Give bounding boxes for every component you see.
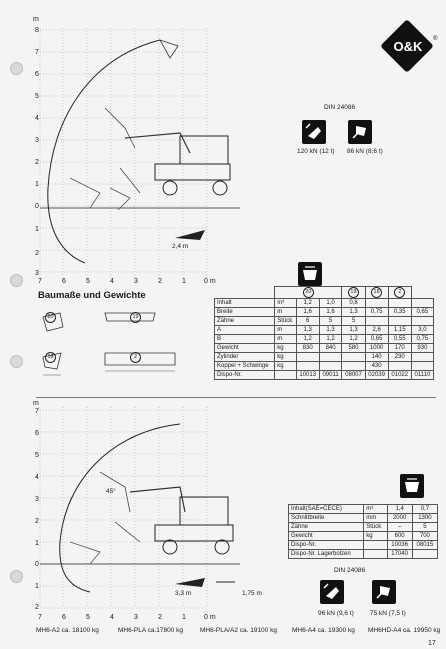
y-axis-unit: m	[33, 16, 39, 23]
table-cell: 1000	[365, 344, 388, 353]
tearout-force-icon	[372, 580, 396, 604]
table-cell: 5	[319, 317, 342, 326]
x-tick: 4	[110, 614, 114, 621]
drawing-label: 19	[130, 312, 141, 323]
y-tick: 3	[35, 137, 39, 144]
drawing-label: 2	[130, 352, 141, 363]
table-cell: 0,75	[365, 308, 388, 317]
table-cell: 140	[365, 353, 388, 362]
table-cell: 1,3	[342, 326, 365, 335]
model-weight: MH6-A2 ca. 18100 kg	[36, 627, 99, 634]
breakout-force-icon	[302, 120, 326, 144]
x-tick: 6	[62, 278, 66, 285]
table-cell: 830	[296, 344, 319, 353]
table-header-empty	[215, 287, 275, 299]
table-row	[215, 362, 434, 371]
table-header: 18	[365, 287, 388, 299]
table-cell	[411, 362, 433, 371]
y-tick: 1	[35, 540, 39, 547]
model-weight: MH6-PLA ca.17800 kg	[118, 627, 184, 634]
model-weight: MH6HD-A4 ca. 19950 kg	[368, 627, 441, 634]
table-cell: 700	[412, 532, 437, 541]
drawing-label: 18	[45, 352, 56, 363]
table-cell: 6	[296, 317, 319, 326]
table-row	[215, 335, 434, 344]
table-cell: 170	[388, 344, 411, 353]
row-unit: kg	[364, 532, 387, 541]
row-label: Zähne	[289, 523, 364, 532]
table-cell	[296, 362, 319, 371]
row-label: Breite	[215, 308, 275, 317]
table-cell: 1,2	[342, 335, 365, 344]
row-unit	[275, 371, 296, 380]
table-row	[289, 550, 438, 559]
table-cell: 1,6	[296, 308, 319, 317]
table-cell: 0,55	[388, 335, 411, 344]
table-cell: 430	[365, 362, 388, 371]
table-cell: 08007	[342, 371, 365, 380]
table-cell: 1,6	[319, 308, 342, 317]
table-row	[215, 344, 434, 353]
row-label: Schnittbreite	[289, 514, 364, 523]
y-tick: 2	[35, 518, 39, 525]
row-label: Zylinder	[215, 353, 275, 362]
table-row	[289, 514, 438, 523]
table-row	[215, 326, 434, 335]
y-tick: 1	[35, 226, 39, 233]
row-unit: kg	[275, 344, 296, 353]
y-tick: 2	[35, 159, 39, 166]
y-axis-unit: m	[33, 400, 39, 407]
table-cell	[319, 362, 342, 371]
table-cell	[342, 353, 365, 362]
table-cell: 2,6	[365, 326, 388, 335]
table-cell: 01022	[388, 371, 411, 380]
table-row	[215, 353, 434, 362]
table-cell: 1,0	[319, 299, 342, 308]
table-cell	[342, 362, 365, 371]
table-cell: 930	[411, 344, 433, 353]
table-cell: 0,75	[411, 335, 433, 344]
model-weight: MH6-PLA/A2 ca. 19100 kg	[200, 627, 277, 634]
y-tick: 4	[35, 115, 39, 122]
row-label: A	[215, 326, 275, 335]
table-cell: 230	[388, 353, 411, 362]
dimension-label: 2,4 m	[172, 243, 189, 250]
model-weight: MH6-A4 ca. 19300 kg	[292, 627, 355, 634]
binder-hole	[10, 274, 23, 287]
table-cell: –	[387, 523, 412, 532]
row-label: Gewicht	[215, 344, 275, 353]
y-tick: 2	[35, 604, 39, 611]
table-header: 19	[342, 287, 365, 299]
row-unit: m	[275, 335, 296, 344]
table-cell: 10036	[387, 541, 412, 550]
din-label: DIN 24086	[324, 104, 356, 111]
table-cell: 09011	[319, 371, 342, 380]
table-row	[289, 505, 438, 514]
y-tick: 7	[35, 408, 39, 415]
table-cell	[388, 317, 411, 326]
bucket-icon	[298, 262, 322, 286]
bucket-spec-table	[214, 286, 434, 380]
table-row	[215, 308, 434, 317]
ok-logo: O&K ®	[381, 20, 435, 74]
table-header: 2	[388, 287, 411, 299]
x-tick: 0 m	[204, 278, 216, 285]
table-cell: 1,2	[296, 299, 319, 308]
y-tick: 5	[35, 452, 39, 459]
table-cell: 01110	[411, 371, 433, 380]
table-cell	[411, 299, 433, 308]
row-unit: mm	[364, 514, 387, 523]
bucket-dimension-drawings	[35, 305, 205, 390]
row-unit: m	[275, 326, 296, 335]
row-unit: kg	[275, 362, 296, 371]
section-divider	[36, 397, 436, 398]
binder-hole	[10, 62, 23, 75]
row-label: Inhalt	[215, 299, 275, 308]
row-unit	[364, 541, 387, 550]
y-tick: 3	[35, 496, 39, 503]
x-tick: 3	[134, 278, 138, 285]
table-cell: 0,8	[342, 299, 365, 308]
bucket-icon	[400, 474, 424, 498]
binder-hole	[10, 570, 23, 583]
y-tick: 0	[35, 203, 39, 210]
table-cell	[411, 317, 433, 326]
table-cell	[411, 353, 433, 362]
top-working-range-diagram	[30, 18, 245, 288]
table-cell: 5	[342, 317, 365, 326]
table-cell: 1,3	[319, 326, 342, 335]
table-cell: 08015	[412, 541, 437, 550]
tearout-force-value: 75 kN (7,5 t)	[370, 610, 406, 617]
table-row	[215, 299, 434, 308]
table-cell: 3,0	[411, 326, 433, 335]
table-cell: 1,2	[319, 335, 342, 344]
section-title: Baumaße und Gewichte	[38, 290, 146, 301]
din-label: DIN 24086	[334, 567, 366, 574]
x-tick: 7	[38, 614, 42, 621]
y-tick: 6	[35, 430, 39, 437]
table-cell: 1,3	[342, 308, 365, 317]
table-cell	[365, 299, 388, 308]
row-label: Dispo-Nr.	[289, 541, 364, 550]
table-cell: 17040	[387, 550, 412, 559]
row-label: Dispo-Nr. Lagerbolzen	[289, 550, 364, 559]
table-row	[215, 317, 434, 326]
row-label: B	[215, 335, 275, 344]
row-unit: Stück	[275, 317, 296, 326]
table-cell: 0,65	[365, 335, 388, 344]
table-cell: 10013	[296, 371, 319, 380]
table-cell: 1,15	[388, 326, 411, 335]
table-cell: 1,4	[387, 505, 412, 514]
breakout-force-icon	[320, 580, 344, 604]
table-cell: 02039	[365, 371, 388, 380]
x-tick: 1	[182, 614, 186, 621]
row-unit	[364, 550, 387, 559]
table-cell	[388, 299, 411, 308]
row-unit: m	[275, 308, 296, 317]
x-tick: 1	[182, 278, 186, 285]
table-row	[215, 371, 434, 380]
y-tick: 1	[35, 181, 39, 188]
table-cell	[296, 353, 319, 362]
row-unit: kg	[275, 353, 296, 362]
table-cell: 1,2	[296, 335, 319, 344]
y-tick: 4	[35, 474, 39, 481]
table-cell	[365, 317, 388, 326]
row-label: Zähne	[215, 317, 275, 326]
dimension-label: 1,75 m	[242, 590, 262, 597]
breakout-force-value: 96 kN (9,6 t)	[318, 610, 354, 617]
y-tick: 5	[35, 93, 39, 100]
y-tick: 0	[35, 561, 39, 568]
table-row	[289, 541, 438, 550]
y-tick: 3	[35, 270, 39, 277]
table-cell	[388, 362, 411, 371]
table-cell: 1,3	[296, 326, 319, 335]
binder-hole	[10, 355, 23, 368]
table-cell: 1300	[412, 514, 437, 523]
drawing-label: 20	[45, 312, 56, 323]
table-row	[289, 532, 438, 541]
table-cell: 580	[342, 344, 365, 353]
tearout-force-value: 86 kN (8,6 t)	[347, 148, 383, 155]
table-cell	[412, 550, 437, 559]
row-label: Inhalt(SAE=CECE)	[289, 505, 364, 514]
table-cell: 840	[319, 344, 342, 353]
row-unit: Stück	[364, 523, 387, 532]
tearout-force-icon	[348, 120, 372, 144]
x-tick: 0 m	[204, 614, 216, 621]
page-number: 17	[428, 640, 436, 647]
y-tick: 8	[35, 27, 39, 34]
row-label: Gewicht	[289, 532, 364, 541]
table-cell: 600	[387, 532, 412, 541]
table-row	[289, 523, 438, 532]
x-tick: 4	[110, 278, 114, 285]
y-tick: 1	[35, 583, 39, 590]
table-cell: 0,7	[412, 505, 437, 514]
table-cell: 0,35	[388, 308, 411, 317]
y-tick: 6	[35, 71, 39, 78]
x-tick: 3	[134, 614, 138, 621]
row-label: Koppel + Schwinge	[215, 362, 275, 371]
x-tick: 5	[86, 278, 90, 285]
dimension-label: 3,3 m	[175, 590, 192, 597]
y-tick: 2	[35, 250, 39, 257]
row-unit: m³	[364, 505, 387, 514]
angle-label: 45°	[106, 488, 116, 495]
x-tick: 5	[86, 614, 90, 621]
x-tick: 2	[158, 614, 162, 621]
bottom-working-range-diagram	[30, 402, 245, 617]
row-unit: m³	[275, 299, 296, 308]
x-tick: 7	[38, 278, 42, 285]
breakout-force-value: 120 kN (12 t)	[297, 148, 335, 155]
table-cell: 2000	[387, 514, 412, 523]
x-tick: 6	[62, 614, 66, 621]
table-cell	[319, 353, 342, 362]
x-tick: 2	[158, 278, 162, 285]
row-label: Dispo-Nr.	[215, 371, 275, 380]
y-tick: 7	[35, 49, 39, 56]
bucket-spec-table-2	[288, 504, 438, 559]
table-cell: 0,65	[411, 308, 433, 317]
table-header: 20	[275, 287, 342, 299]
table-cell: 5	[412, 523, 437, 532]
